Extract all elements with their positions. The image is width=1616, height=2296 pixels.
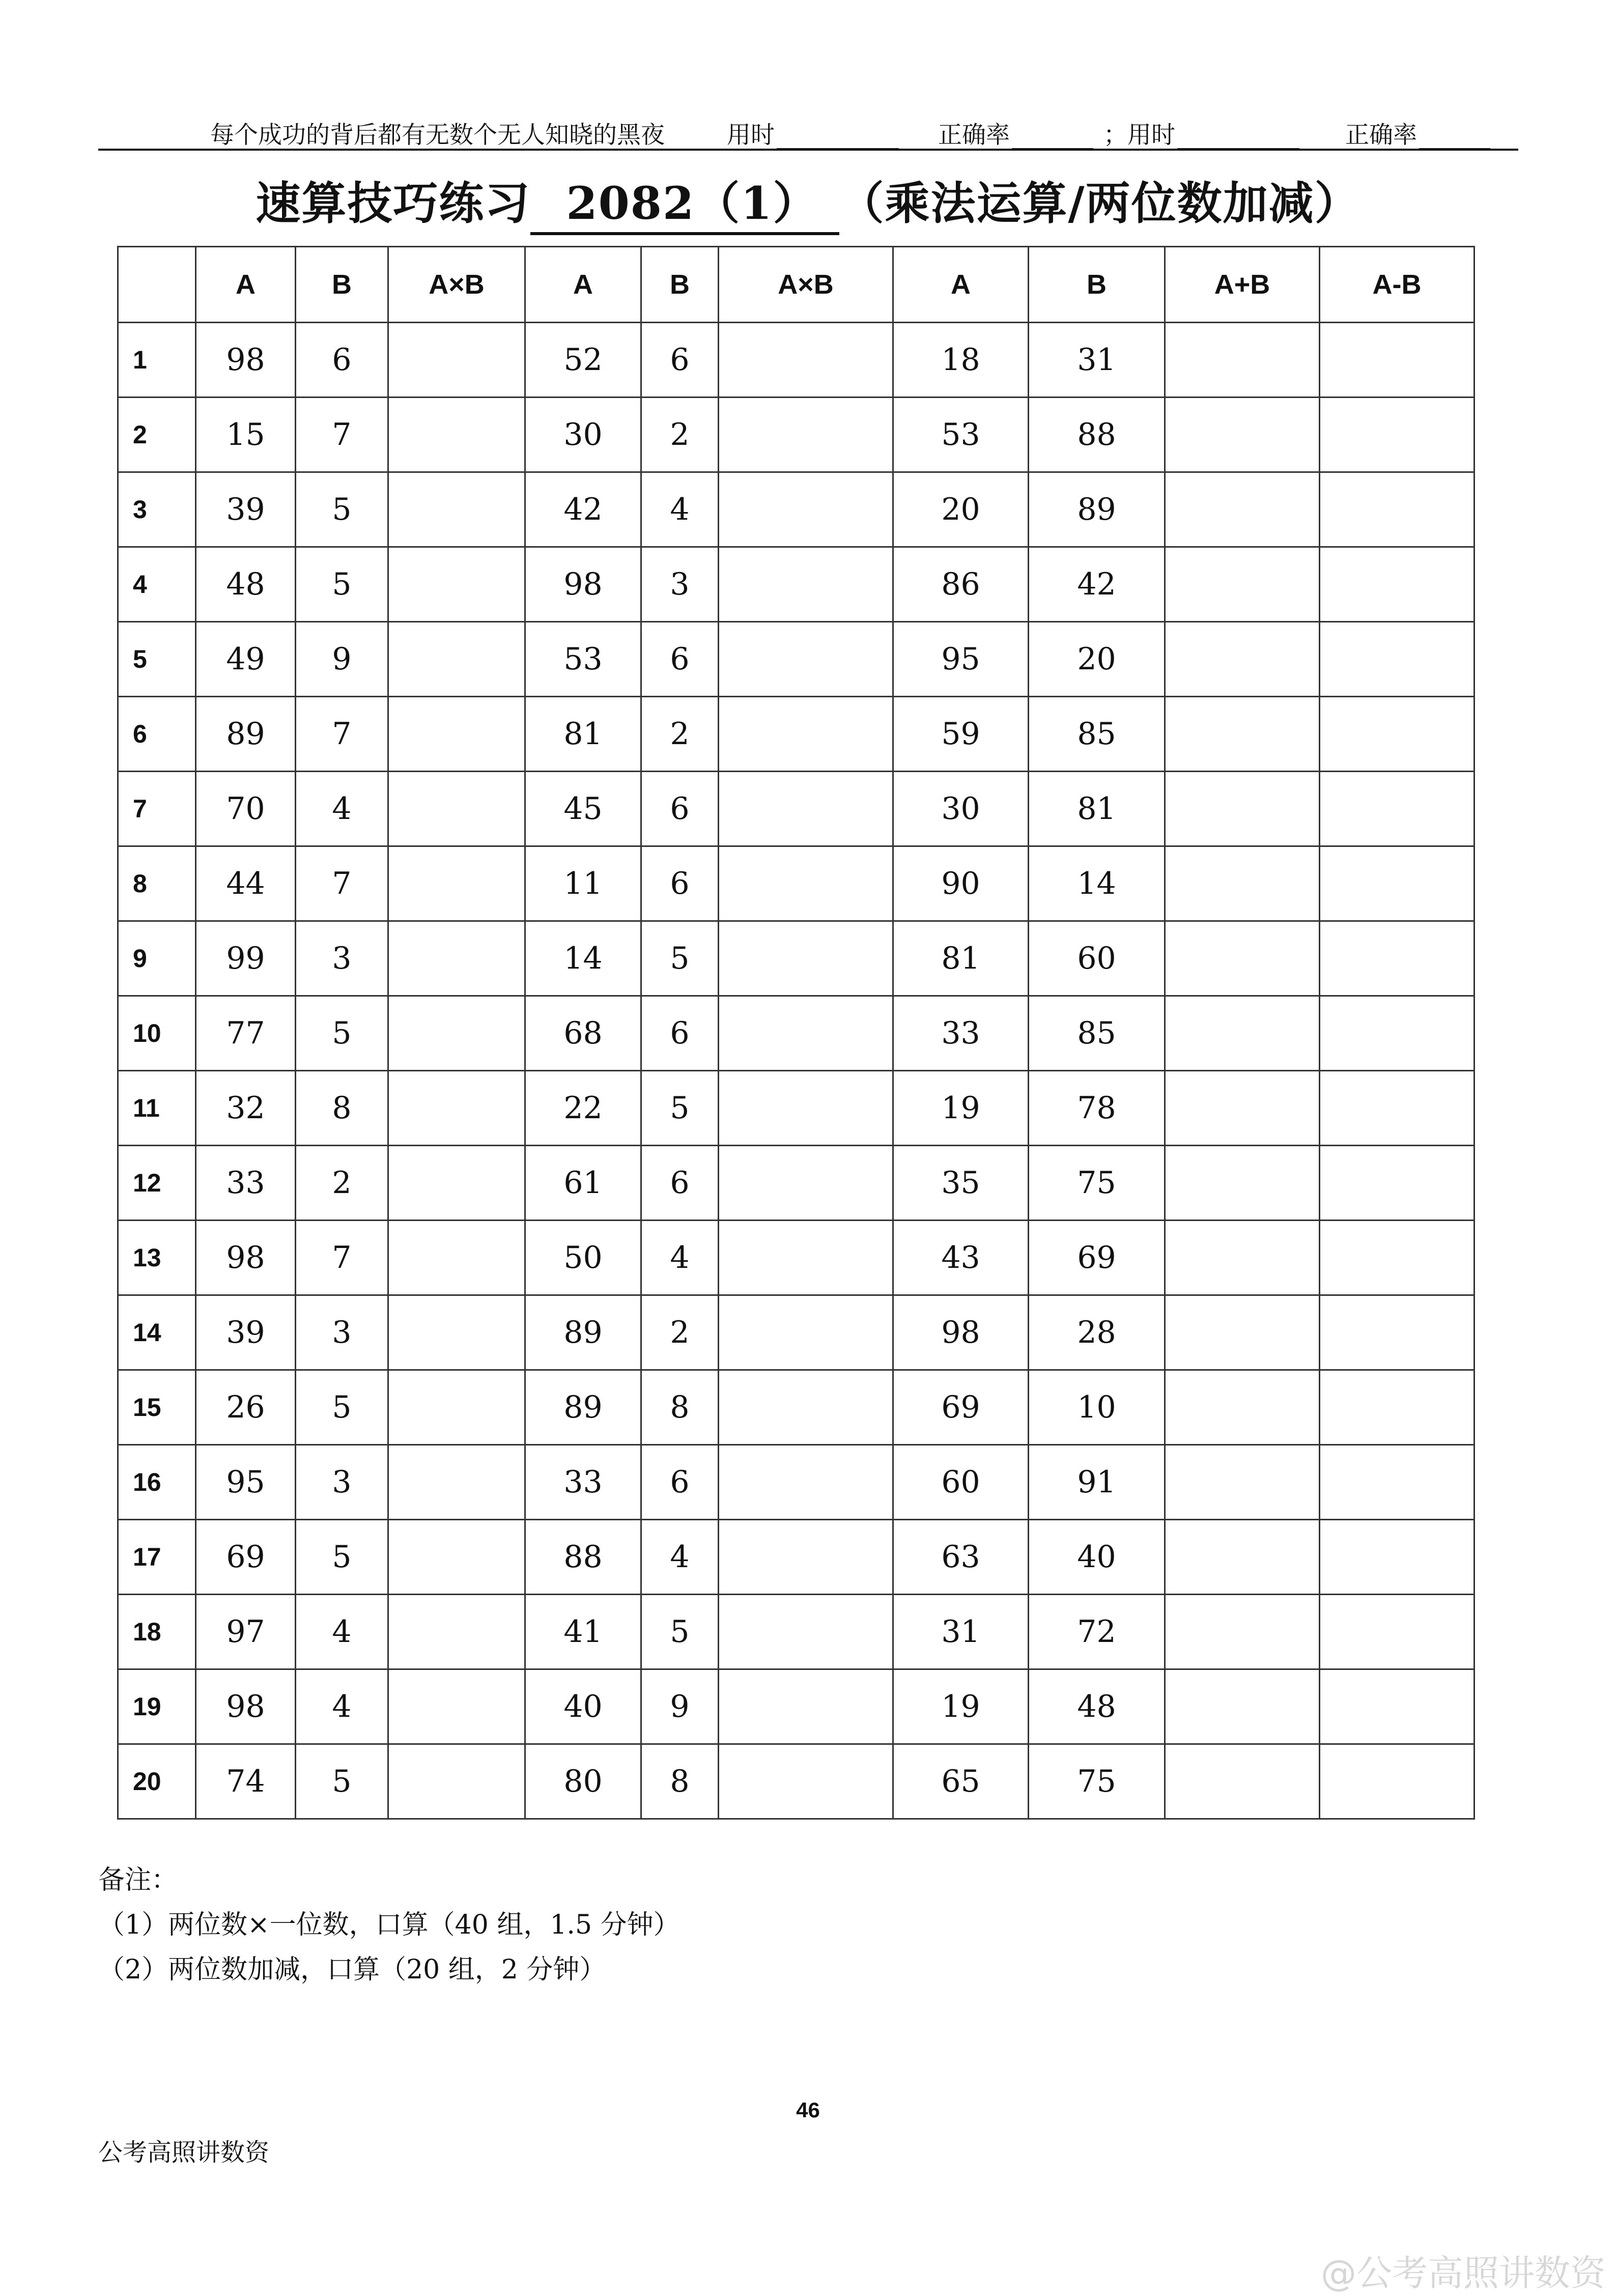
value-cell: 20 (893, 472, 1029, 547)
row-number: 7 (118, 772, 196, 846)
row-number: 8 (118, 846, 196, 921)
value-cell: 77 (196, 996, 296, 1071)
row-number: 10 (118, 996, 196, 1071)
time-field-2 (1103, 116, 1299, 150)
value-cell: 53 (525, 622, 641, 697)
row-number: 11 (118, 1071, 196, 1146)
value-cell: 89 (525, 1295, 641, 1370)
value-cell: 53 (893, 398, 1029, 472)
answer-cell-product-2[interactable] (719, 1669, 893, 1744)
answer-cell-difference[interactable] (1320, 846, 1475, 921)
value-cell: 19 (893, 1071, 1029, 1146)
answer-cell-product-1[interactable] (388, 622, 525, 697)
value-cell: 95 (893, 622, 1029, 697)
practice-table (117, 246, 1475, 1820)
table-row (118, 1295, 1475, 1370)
value-cell: 59 (893, 697, 1029, 772)
row-number: 16 (118, 1445, 196, 1520)
answer-cell-product-2[interactable] (719, 1744, 893, 1819)
value-cell: 14 (1029, 846, 1165, 921)
answer-cell-product-1[interactable] (388, 846, 525, 921)
value-cell: 52 (525, 323, 641, 398)
value-cell: 98 (893, 1295, 1029, 1370)
answer-cell-product-1[interactable] (388, 1520, 525, 1595)
value-cell: 72 (1029, 1595, 1165, 1669)
value-cell: 80 (525, 1744, 641, 1819)
value-cell: 33 (196, 1146, 296, 1221)
value-cell: 33 (893, 996, 1029, 1071)
value-cell: 31 (893, 1595, 1029, 1669)
value-cell: 45 (525, 772, 641, 846)
value-cell: 6 (641, 846, 719, 921)
value-cell: 95 (196, 1445, 296, 1520)
value-cell: 26 (196, 1370, 296, 1445)
table-row (118, 1445, 1475, 1520)
header-cell-index (118, 247, 196, 323)
answer-cell-product-2[interactable] (719, 1520, 893, 1595)
value-cell: 89 (525, 1370, 641, 1445)
value-cell: 43 (893, 1221, 1029, 1295)
answer-cell-difference[interactable] (1320, 1669, 1475, 1744)
value-cell: 3 (296, 1295, 388, 1370)
value-cell: 99 (196, 921, 296, 996)
value-cell: 40 (1029, 1520, 1165, 1595)
value-cell: 33 (525, 1445, 641, 1520)
row-number: 15 (118, 1370, 196, 1445)
answer-cell-sum[interactable] (1165, 398, 1320, 472)
value-cell: 2 (296, 1146, 388, 1221)
value-cell: 65 (893, 1744, 1029, 1819)
value-cell: 39 (196, 1295, 296, 1370)
value-cell: 4 (296, 1595, 388, 1669)
value-cell: 18 (893, 323, 1029, 398)
value-cell: 68 (525, 996, 641, 1071)
value-cell: 5 (641, 1071, 719, 1146)
time-blank-1[interactable] (777, 126, 899, 150)
title-prefix: 速算技巧练习 (256, 177, 531, 230)
answer-cell-product-1[interactable] (388, 1744, 525, 1819)
answer-cell-product-1[interactable] (388, 1370, 525, 1445)
answer-cell-sum[interactable] (1165, 1445, 1320, 1520)
answer-cell-sum[interactable] (1165, 1744, 1320, 1819)
answer-cell-product-1[interactable] (388, 996, 525, 1071)
answer-cell-difference[interactable] (1320, 323, 1475, 398)
value-cell: 5 (296, 547, 388, 622)
value-cell: 88 (1029, 398, 1165, 472)
table-row (118, 1146, 1475, 1221)
answer-cell-product-2[interactable] (719, 697, 893, 772)
row-number: 13 (118, 1221, 196, 1295)
value-cell: 81 (893, 921, 1029, 996)
value-cell: 4 (296, 772, 388, 846)
table-row (118, 622, 1475, 697)
value-cell: 91 (1029, 1445, 1165, 1520)
answer-cell-difference[interactable] (1320, 1295, 1475, 1370)
value-cell: 7 (296, 697, 388, 772)
value-cell: 97 (196, 1595, 296, 1669)
value-cell: 98 (196, 1669, 296, 1744)
value-cell: 11 (525, 846, 641, 921)
value-cell: 30 (893, 772, 1029, 846)
value-cell: 78 (1029, 1071, 1165, 1146)
answer-cell-product-1[interactable] (388, 1295, 525, 1370)
answer-cell-sum[interactable] (1165, 1595, 1320, 1669)
value-cell: 75 (1029, 1744, 1165, 1819)
answer-cell-difference[interactable] (1320, 921, 1475, 996)
answer-cell-difference[interactable] (1320, 697, 1475, 772)
table-row (118, 772, 1475, 846)
answer-cell-product-2[interactable] (719, 846, 893, 921)
value-cell: 14 (525, 921, 641, 996)
answer-cell-product-2[interactable] (719, 472, 893, 547)
value-cell: 81 (1029, 772, 1165, 846)
answer-cell-sum[interactable] (1165, 1370, 1320, 1445)
answer-cell-product-2[interactable] (719, 1295, 893, 1370)
answer-cell-product-2[interactable] (719, 547, 893, 622)
answer-cell-product-2[interactable] (719, 1071, 893, 1146)
value-cell: 49 (196, 622, 296, 697)
header-cell: A (196, 247, 296, 323)
answer-cell-product-2[interactable] (719, 1221, 893, 1295)
answer-cell-product-2[interactable] (719, 772, 893, 846)
answer-cell-difference[interactable] (1320, 622, 1475, 697)
value-cell: 6 (641, 622, 719, 697)
table-row (118, 1221, 1475, 1295)
answer-cell-difference[interactable] (1320, 772, 1475, 846)
notes-line-2: （2）两位数加减，口算（20 组，2 分钟） (98, 1954, 606, 1985)
notes-heading: 备注： (98, 1865, 178, 1895)
answer-cell-difference[interactable] (1320, 1445, 1475, 1520)
answer-cell-product-2[interactable] (719, 1370, 893, 1445)
value-cell: 6 (296, 323, 388, 398)
row-number: 4 (118, 547, 196, 622)
value-cell: 7 (296, 398, 388, 472)
answer-cell-sum[interactable] (1165, 996, 1320, 1071)
header-cell: A (525, 247, 641, 323)
value-cell: 3 (296, 921, 388, 996)
value-cell: 48 (196, 547, 296, 622)
value-cell: 4 (641, 472, 719, 547)
table-row (118, 1669, 1475, 1744)
answer-cell-sum[interactable] (1165, 323, 1320, 398)
value-cell: 5 (296, 472, 388, 547)
value-cell: 60 (893, 1445, 1029, 1520)
answer-cell-difference[interactable] (1320, 547, 1475, 622)
value-cell: 89 (1029, 472, 1165, 547)
header-cell: A (893, 247, 1029, 323)
answer-cell-sum[interactable] (1165, 622, 1320, 697)
header-cell: A×B (719, 247, 893, 323)
answer-cell-product-1[interactable] (388, 1445, 525, 1520)
table-row (118, 1744, 1475, 1819)
value-cell: 90 (893, 846, 1029, 921)
table-row (118, 1071, 1475, 1146)
value-cell: 61 (525, 1146, 641, 1221)
value-cell: 85 (1029, 697, 1165, 772)
notes-line-1: （1）两位数×一位数，口算（40 组，1.5 分钟） (98, 1910, 680, 1940)
table-row (118, 472, 1475, 547)
value-cell: 39 (196, 472, 296, 547)
accuracy-label-2: 正确率 (1345, 121, 1417, 149)
value-cell: 2 (641, 398, 719, 472)
value-cell: 10 (1029, 1370, 1165, 1445)
value-cell: 2 (641, 697, 719, 772)
value-cell: 8 (641, 1370, 719, 1445)
value-cell: 4 (296, 1669, 388, 1744)
answer-cell-difference[interactable] (1320, 1146, 1475, 1221)
answer-cell-sum[interactable] (1165, 1146, 1320, 1221)
answer-cell-sum[interactable] (1165, 772, 1320, 846)
time-blank-2[interactable] (1177, 126, 1299, 150)
value-cell: 6 (641, 1146, 719, 1221)
table-row (118, 1520, 1475, 1595)
footer-author: 公考高照讲数资 (98, 2138, 270, 2167)
answer-cell-product-1[interactable] (388, 697, 525, 772)
notes (98, 1858, 680, 1992)
answer-cell-sum[interactable] (1165, 1221, 1320, 1295)
table-row (118, 1595, 1475, 1669)
header-motto: 每个成功的背后都有无数个无人知晓的黑夜 (210, 121, 665, 149)
answer-cell-difference[interactable] (1320, 1071, 1475, 1146)
value-cell: 6 (641, 772, 719, 846)
answer-cell-product-2[interactable] (719, 622, 893, 697)
answer-cell-product-2[interactable] (719, 323, 893, 398)
value-cell: 7 (296, 846, 388, 921)
answer-cell-difference[interactable] (1320, 1370, 1475, 1445)
answer-cell-difference[interactable] (1320, 1221, 1475, 1295)
value-cell: 42 (525, 472, 641, 547)
answer-cell-product-1[interactable] (388, 398, 525, 472)
value-cell: 50 (525, 1221, 641, 1295)
answer-cell-product-1[interactable] (388, 1669, 525, 1744)
value-cell: 5 (296, 996, 388, 1071)
value-cell: 4 (641, 1221, 719, 1295)
value-cell: 19 (893, 1669, 1029, 1744)
value-cell: 48 (1029, 1669, 1165, 1744)
value-cell: 69 (196, 1520, 296, 1595)
answer-cell-difference[interactable] (1320, 1520, 1475, 1595)
answer-cell-sum[interactable] (1165, 1669, 1320, 1744)
table-row (118, 1370, 1475, 1445)
answer-cell-difference[interactable] (1320, 996, 1475, 1071)
value-cell: 9 (296, 622, 388, 697)
value-cell: 44 (196, 846, 296, 921)
answer-cell-product-1[interactable] (388, 472, 525, 547)
row-number: 17 (118, 1520, 196, 1595)
page-title (0, 168, 1616, 235)
answer-cell-sum[interactable] (1165, 1071, 1320, 1146)
answer-cell-difference[interactable] (1320, 1595, 1475, 1669)
answer-cell-product-1[interactable] (388, 921, 525, 996)
value-cell: 35 (893, 1146, 1029, 1221)
value-cell: 2 (641, 1295, 719, 1370)
value-cell: 5 (641, 921, 719, 996)
header-cell: A+B (1165, 247, 1320, 323)
answer-cell-product-1[interactable] (388, 323, 525, 398)
table-row (118, 697, 1475, 772)
row-number: 3 (118, 472, 196, 547)
value-cell: 70 (196, 772, 296, 846)
value-cell: 81 (525, 697, 641, 772)
value-cell: 98 (196, 323, 296, 398)
value-cell: 5 (296, 1744, 388, 1819)
row-number: 18 (118, 1595, 196, 1669)
value-cell: 7 (296, 1221, 388, 1295)
page-number: 46 (796, 2098, 820, 2122)
value-cell: 89 (196, 697, 296, 772)
answer-cell-product-1[interactable] (388, 772, 525, 846)
value-cell: 3 (296, 1445, 388, 1520)
value-cell: 5 (296, 1370, 388, 1445)
title-suffix: （乘法运算/两位数加减） (839, 177, 1360, 230)
accuracy-blank-2[interactable] (1419, 126, 1490, 150)
value-cell: 30 (525, 398, 641, 472)
value-cell: 20 (1029, 622, 1165, 697)
time-field-1 (727, 116, 899, 150)
value-cell: 74 (196, 1744, 296, 1819)
row-number: 19 (118, 1669, 196, 1744)
value-cell: 85 (1029, 996, 1165, 1071)
answer-cell-product-1[interactable] (388, 1146, 525, 1221)
table-row (118, 398, 1475, 472)
answer-cell-product-2[interactable] (719, 1445, 893, 1520)
value-cell: 5 (641, 1595, 719, 1669)
value-cell: 8 (296, 1071, 388, 1146)
header-cell: A×B (388, 247, 525, 323)
header-divider (98, 149, 1518, 151)
value-cell: 15 (196, 398, 296, 472)
accuracy-field-2 (1345, 116, 1490, 150)
value-cell: 86 (893, 547, 1029, 622)
accuracy-label-1: 正确率 (938, 121, 1010, 149)
answer-cell-sum[interactable] (1165, 547, 1320, 622)
header-cell: B (296, 247, 388, 323)
value-cell: 63 (893, 1520, 1029, 1595)
watermark: @公考高照讲数资 (1321, 2252, 1606, 2294)
value-cell: 3 (641, 547, 719, 622)
answer-cell-product-2[interactable] (719, 1146, 893, 1221)
answer-cell-product-1[interactable] (388, 1595, 525, 1669)
header-line (98, 116, 1518, 147)
answer-cell-product-1[interactable] (388, 1221, 525, 1295)
row-number: 6 (118, 697, 196, 772)
header-cell: B (641, 247, 719, 323)
value-cell: 4 (641, 1520, 719, 1595)
row-number: 5 (118, 622, 196, 697)
answer-cell-sum[interactable] (1165, 697, 1320, 772)
value-cell: 6 (641, 996, 719, 1071)
answer-cell-difference[interactable] (1320, 398, 1475, 472)
value-cell: 69 (893, 1370, 1029, 1445)
accuracy-blank-1[interactable] (1012, 126, 1093, 150)
value-cell: 42 (1029, 547, 1165, 622)
row-number: 20 (118, 1744, 196, 1819)
row-number: 2 (118, 398, 196, 472)
title-code: 2082（1） (530, 168, 839, 235)
answer-cell-product-1[interactable] (388, 547, 525, 622)
row-number: 9 (118, 921, 196, 996)
answer-cell-sum[interactable] (1165, 846, 1320, 921)
value-cell: 5 (296, 1520, 388, 1595)
header-cell: B (1029, 247, 1165, 323)
separator: ； (1103, 121, 1127, 149)
table-header-row (118, 247, 1475, 323)
row-number: 12 (118, 1146, 196, 1221)
table-row (118, 846, 1475, 921)
value-cell: 6 (641, 323, 719, 398)
value-cell: 31 (1029, 323, 1165, 398)
answer-cell-product-2[interactable] (719, 921, 893, 996)
table-row (118, 323, 1475, 398)
table-row (118, 547, 1475, 622)
answer-cell-difference[interactable] (1320, 472, 1475, 547)
time-label-1: 用时 (727, 121, 775, 149)
value-cell: 32 (196, 1071, 296, 1146)
answer-cell-product-2[interactable] (719, 398, 893, 472)
answer-cell-sum[interactable] (1165, 921, 1320, 996)
value-cell: 41 (525, 1595, 641, 1669)
answer-cell-sum[interactable] (1165, 1295, 1320, 1370)
answer-cell-product-2[interactable] (719, 1595, 893, 1669)
answer-cell-sum[interactable] (1165, 472, 1320, 547)
row-number: 1 (118, 323, 196, 398)
value-cell: 9 (641, 1669, 719, 1744)
answer-cell-difference[interactable] (1320, 1744, 1475, 1819)
value-cell: 60 (1029, 921, 1165, 996)
value-cell: 98 (525, 547, 641, 622)
accuracy-field-1 (938, 116, 1093, 150)
answer-cell-product-2[interactable] (719, 996, 893, 1071)
value-cell: 8 (641, 1744, 719, 1819)
value-cell: 75 (1029, 1146, 1165, 1221)
value-cell: 88 (525, 1520, 641, 1595)
time-label-2: 用时 (1127, 121, 1175, 149)
answer-cell-product-1[interactable] (388, 1071, 525, 1146)
row-number: 14 (118, 1295, 196, 1370)
table-row (118, 921, 1475, 996)
table-row (118, 996, 1475, 1071)
value-cell: 69 (1029, 1221, 1165, 1295)
value-cell: 40 (525, 1669, 641, 1744)
value-cell: 22 (525, 1071, 641, 1146)
value-cell: 98 (196, 1221, 296, 1295)
value-cell: 28 (1029, 1295, 1165, 1370)
header-cell: A-B (1320, 247, 1475, 323)
value-cell: 6 (641, 1445, 719, 1520)
answer-cell-sum[interactable] (1165, 1520, 1320, 1595)
